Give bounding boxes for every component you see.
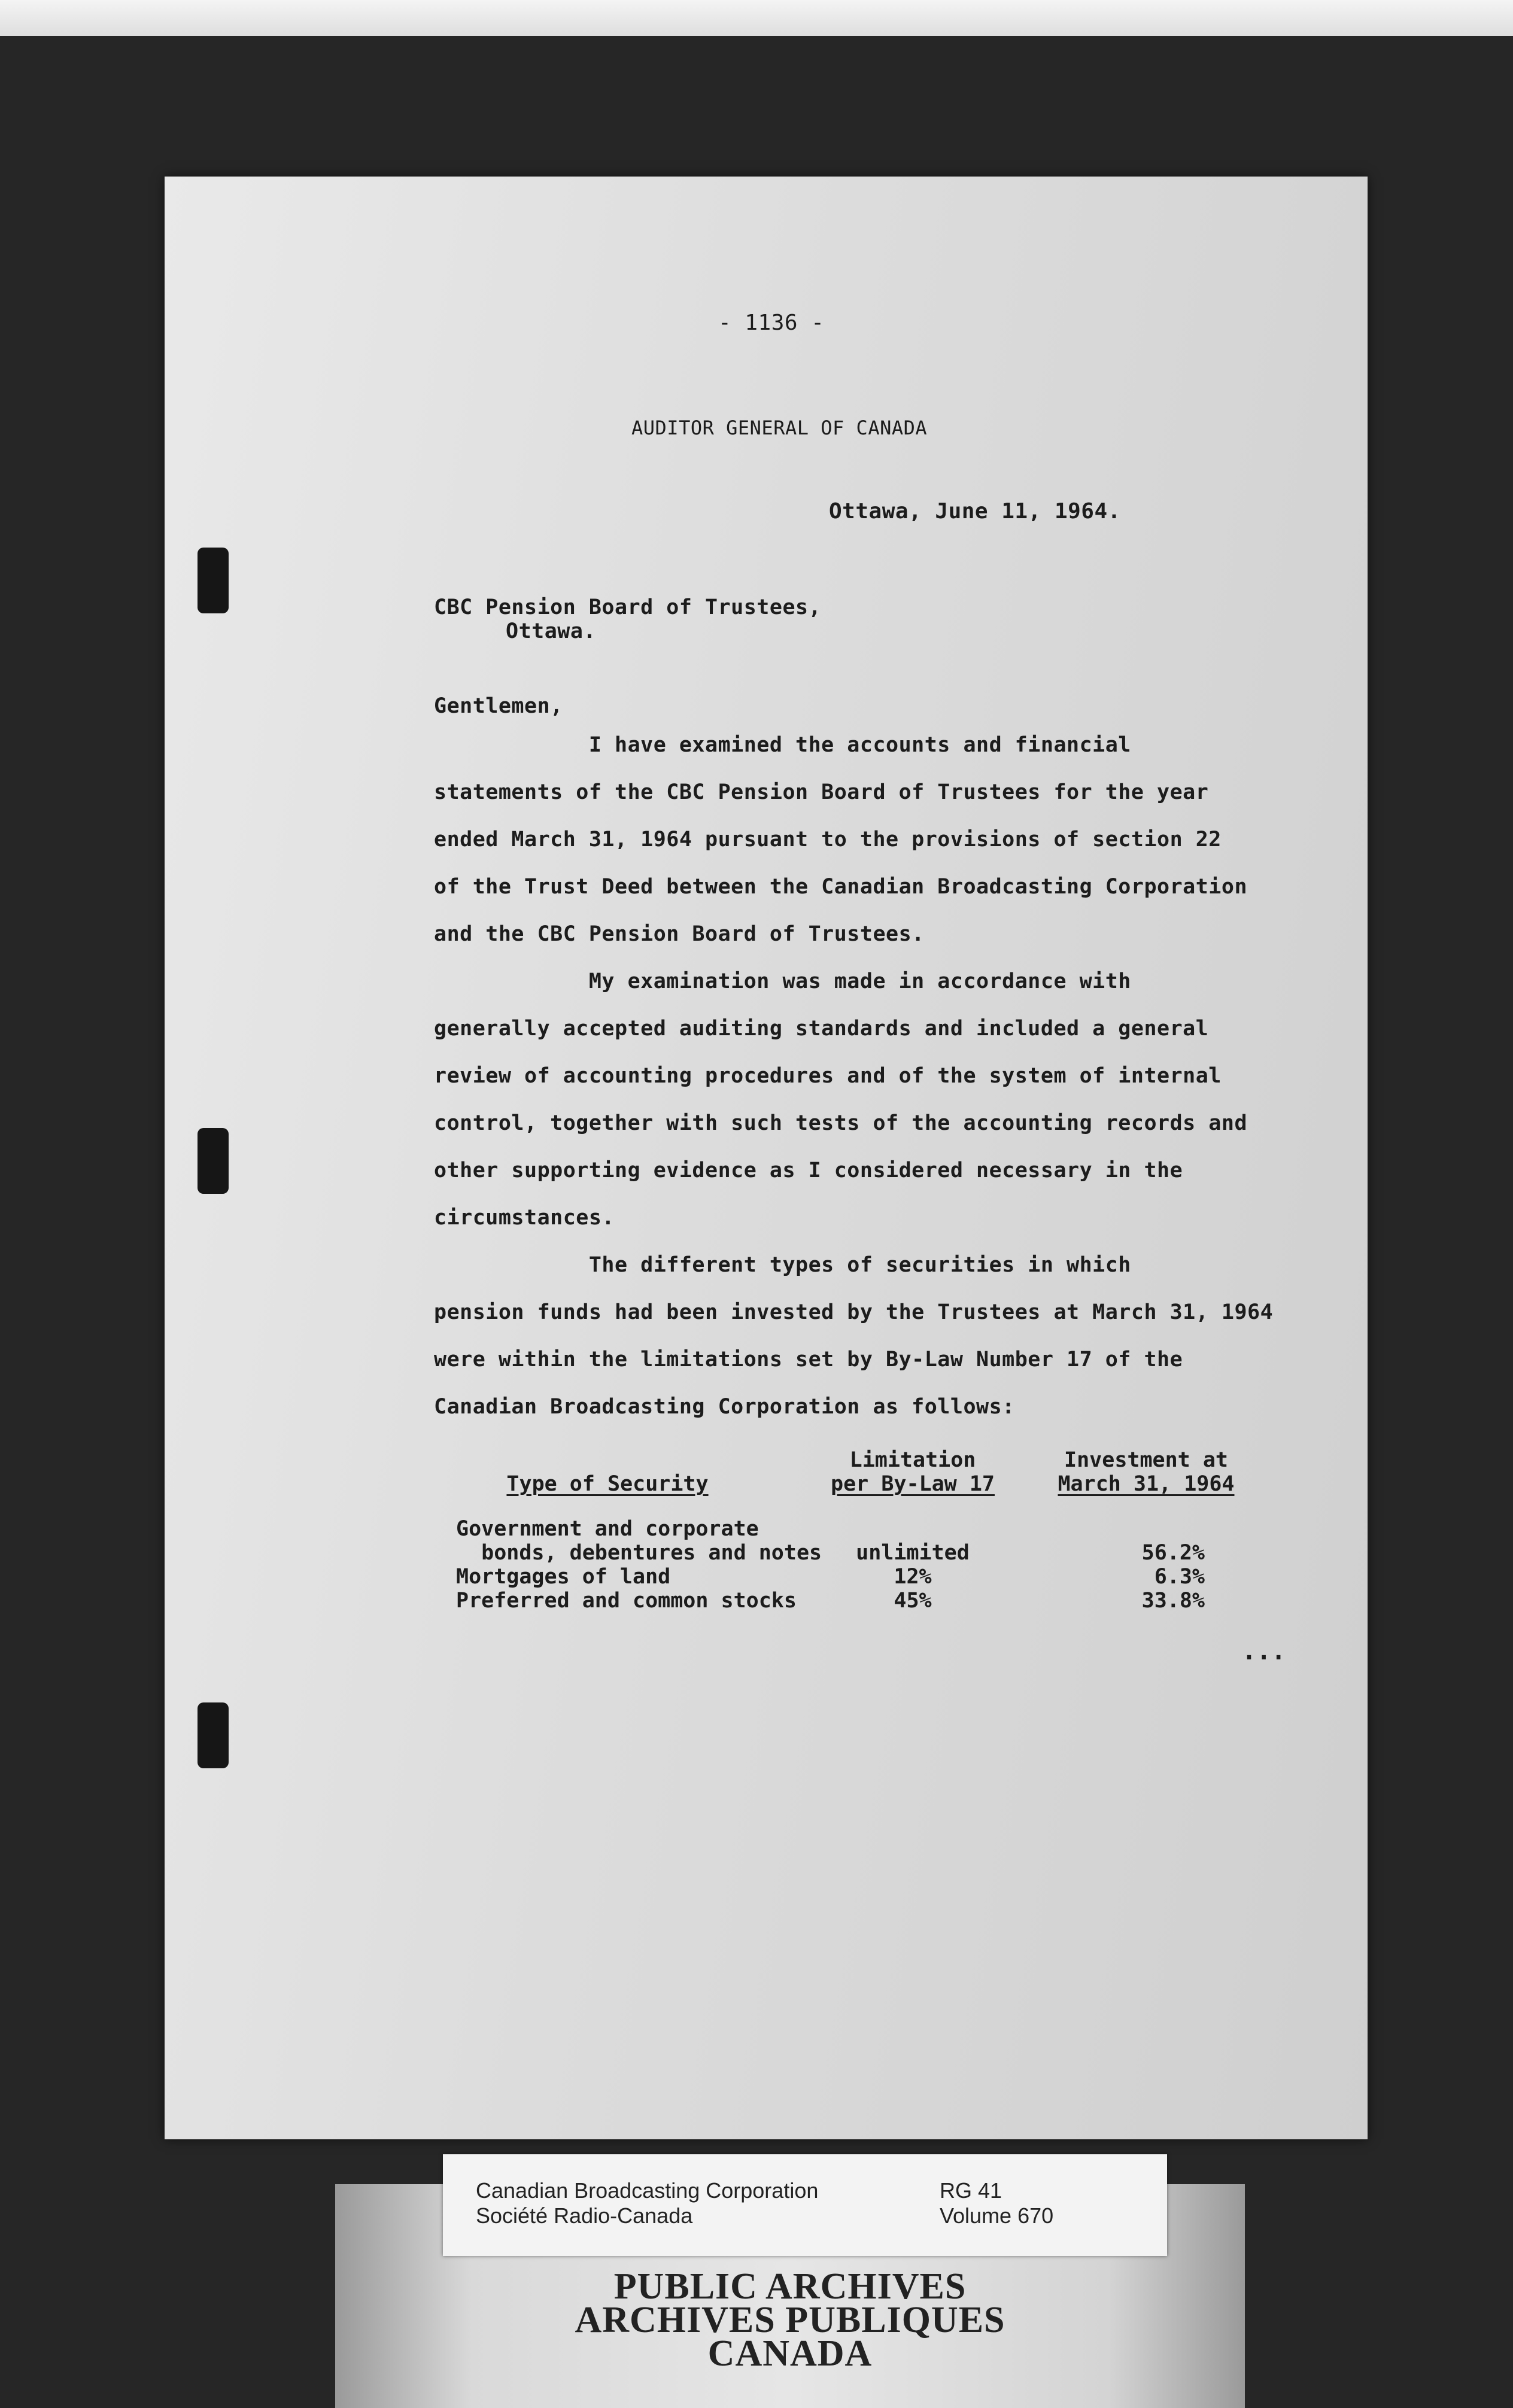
body-line: and the CBC Pension Board of Trustees. xyxy=(434,922,925,946)
table-cell-type: Mortgages of land xyxy=(456,1565,671,1589)
letter-heading: AUDITOR GENERAL OF CANADA xyxy=(631,416,928,439)
body-line: I have examined the accounts and financial xyxy=(434,733,1131,757)
label-org-fr: Société Radio-Canada xyxy=(476,2203,693,2228)
table-cell-limit: unlimited xyxy=(856,1541,970,1565)
film-border xyxy=(0,0,1513,36)
table-cell-limit: 45% xyxy=(894,1589,932,1613)
salutation: Gentlemen, xyxy=(434,694,563,718)
body-line: generally accepted auditing standards and included a general xyxy=(434,1017,1209,1041)
label-volume: Volume 670 xyxy=(940,2203,1054,2228)
binder-hole xyxy=(198,1702,229,1768)
table-cell-type: bonds, debentures and notes xyxy=(456,1541,822,1565)
body-line: other supporting evidence as I considered necessary in the xyxy=(434,1159,1183,1182)
table-cell-investment: 6.3% xyxy=(1154,1565,1205,1589)
body-line: control, together with such tests of the accounting records and xyxy=(434,1111,1248,1135)
body-line: review of accounting procedures and of the system of internal xyxy=(434,1064,1222,1088)
col-header-type: Type of Security xyxy=(506,1472,709,1496)
page-number: - 1136 - xyxy=(718,311,825,335)
document-page xyxy=(165,177,1368,2139)
label-org-en: Canadian Broadcasting Corporation xyxy=(476,2178,819,2203)
stamp-line: CANADA xyxy=(707,2333,873,2374)
table-cell-investment: 56.2% xyxy=(1141,1541,1205,1565)
continuation-dots: ... xyxy=(1242,1638,1286,1665)
label-record-group: RG 41 xyxy=(940,2178,1002,2203)
col-header-investment-bottom: March 31, 1964 xyxy=(1058,1472,1235,1496)
letter-date: Ottawa, June 11, 1964. xyxy=(829,499,1121,524)
body-line: Canadian Broadcasting Corporation as follows: xyxy=(434,1395,1015,1419)
body-line: My examination was made in accordance with xyxy=(434,969,1131,993)
col-header-limit-top: Limitation xyxy=(849,1448,976,1472)
table-cell-investment: 33.8% xyxy=(1141,1589,1205,1613)
table-cell-limit: 12% xyxy=(894,1565,932,1589)
binder-hole xyxy=(198,548,229,613)
addressee-city: Ottawa. xyxy=(506,619,597,643)
archive-label xyxy=(443,2154,1167,2256)
body-line: circumstances. xyxy=(434,1206,615,1230)
col-header-investment-top: Investment at xyxy=(1064,1448,1228,1472)
binder-hole xyxy=(198,1128,229,1194)
body-line: ended March 31, 1964 pursuant to the provisions of section 22 xyxy=(434,828,1222,852)
table-cell-type: Government and corporate xyxy=(456,1517,759,1541)
addressee: CBC Pension Board of Trustees, xyxy=(434,595,822,619)
body-line: The different types of securities in which xyxy=(434,1253,1131,1277)
body-line: statements of the CBC Pension Board of Trustees for the year xyxy=(434,780,1209,804)
body-line: of the Trust Deed between the Canadian Broadcasting Corporation xyxy=(434,875,1248,899)
col-header-limit-bottom: per By-Law 17 xyxy=(831,1472,995,1496)
body-line: pension funds had been invested by the Trustees at March 31, 1964 xyxy=(434,1300,1274,1324)
stamp-line: PUBLIC ARCHIVES xyxy=(613,2266,967,2307)
body-line: were within the limitations set by By-Law Number 17 of the xyxy=(434,1348,1183,1372)
table-cell-type: Preferred and common stocks xyxy=(456,1589,797,1613)
stamp-line: ARCHIVES PUBLIQUES xyxy=(575,2300,1005,2340)
